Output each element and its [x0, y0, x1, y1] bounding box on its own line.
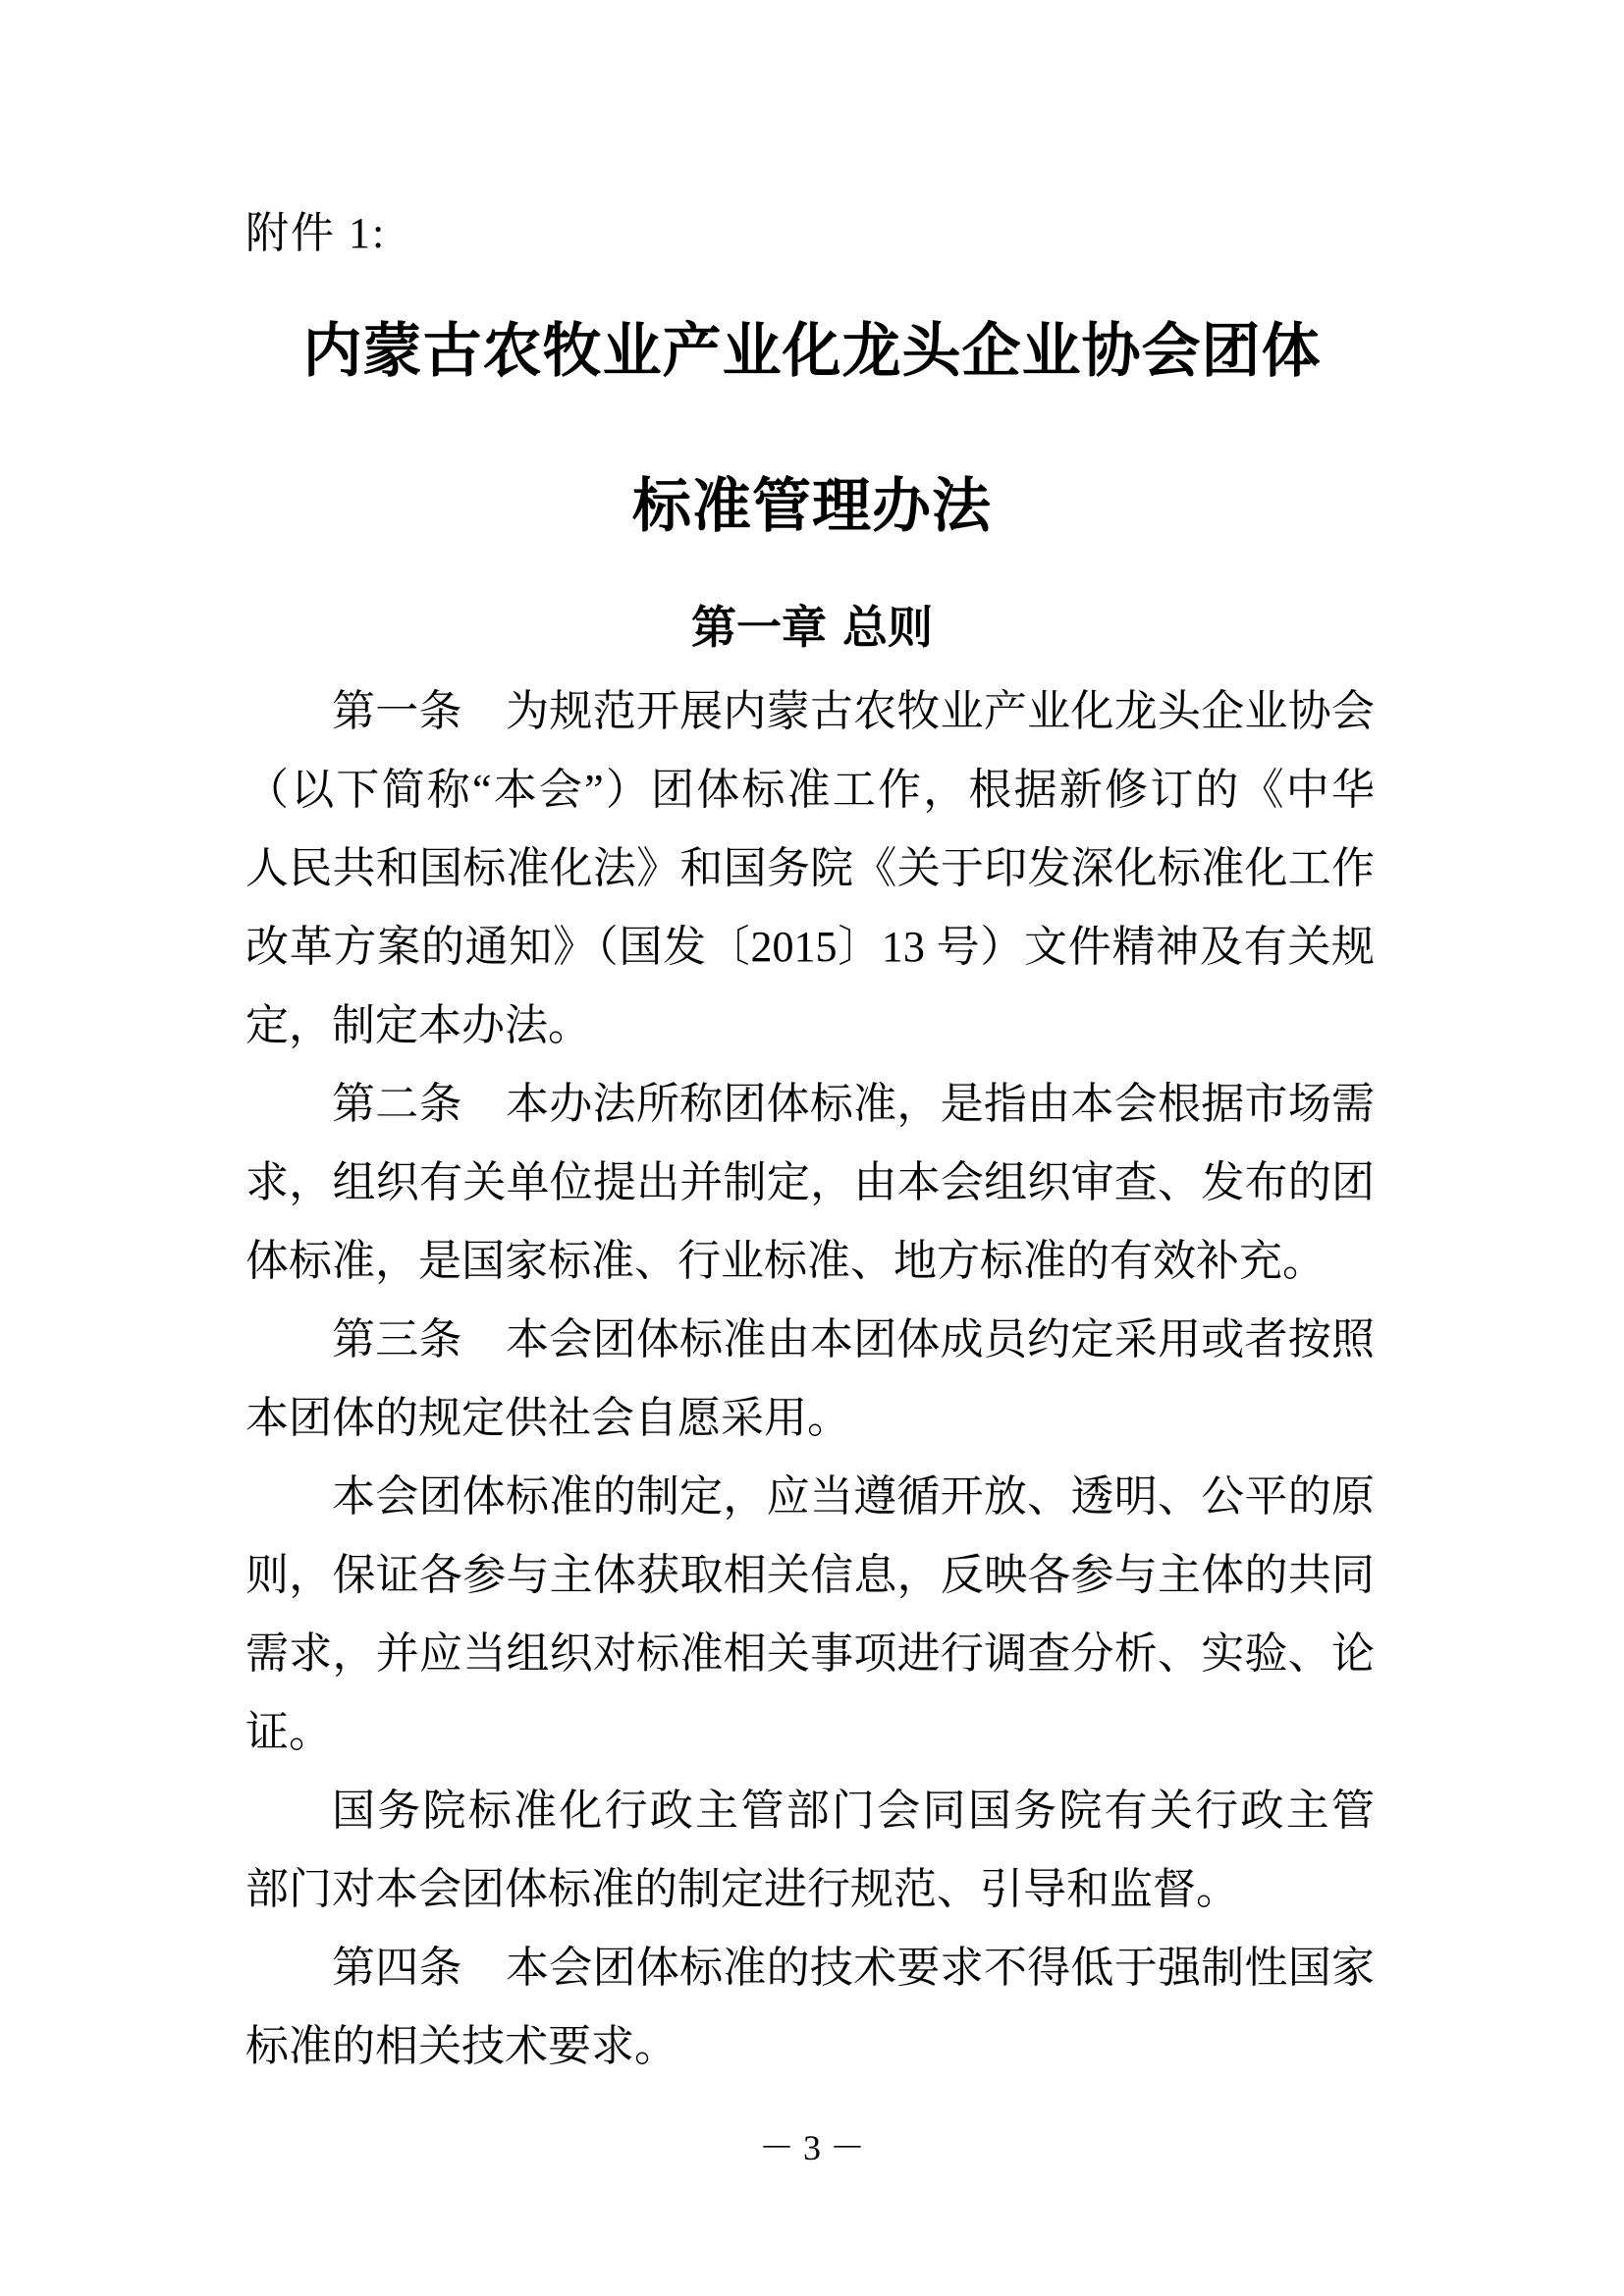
chapter-heading: 第一章 总则 [690, 601, 933, 654]
paragraph [245, 1929, 1375, 2086]
body-line: 第一条 为规范开展内蒙古农牧业产业化龙头企业协会 [332, 687, 1375, 735]
paragraph [245, 1301, 1375, 1458]
document-body [245, 672, 1375, 2086]
body-line: 第二条 本办法所称团体标准，是指由本会根据市场需 [332, 1080, 1375, 1128]
body-line: 证。 [245, 1708, 332, 1756]
body-line: 本会团体标准的制定，应当遵循开放、透明、公平的原 [332, 1472, 1375, 1521]
body-line: 标准的相关技术要求。 [245, 2022, 677, 2070]
attachment-label: 附件 1: [245, 209, 387, 257]
document-title-line-1: 内蒙古农牧业产业化龙头企业协会团体 [302, 317, 1322, 386]
body-line: 则，保证各参与主体获取相关信息，反映各参与主体的共同 [245, 1551, 1375, 1599]
body-line: 需求，并应当组织对标准相关事项进行调查分析、实验、论 [245, 1629, 1375, 1678]
body-line: 国务院标准化行政主管部门会同国务院有关行政主管 [332, 1787, 1375, 1835]
paragraph [245, 1772, 1375, 1929]
paragraph [245, 672, 1375, 1065]
body-line: 求，组织有关单位提出并制定，由本会组织审查、发布的团 [245, 1158, 1375, 1206]
body-line: 体标准，是国家标准、行业标准、地方标准的有效补充。 [245, 1237, 1326, 1285]
body-line: 改革方案的通知》（国发〔2015〕13 号）文件精神及有关规 [245, 923, 1375, 971]
body-line: 第三条 本会团体标准由本团体成员约定采用或者按照 [332, 1315, 1375, 1363]
body-line: 人民共和国标准化法》和国务院《关于印发深化标准化工作 [245, 844, 1375, 892]
body-line: （以下简称“本会”）团体标准工作，根据新修订的《中华 [245, 766, 1375, 814]
body-line: 部门对本会团体标准的制定进行规范、引导和监督。 [245, 1865, 1239, 1913]
body-line: 定，制定本办法。 [245, 1001, 591, 1049]
body-line: 本团体的规定供社会自愿采用。 [245, 1394, 850, 1442]
page-number: － 3 － [758, 2128, 865, 2167]
paragraph [245, 1065, 1375, 1301]
body-line: 第四条 本会团体标准的技术要求不得低于强制性国家 [332, 1944, 1375, 1992]
document-title-line-2: 标准管理办法 [632, 472, 992, 541]
paragraph [245, 1458, 1375, 1772]
